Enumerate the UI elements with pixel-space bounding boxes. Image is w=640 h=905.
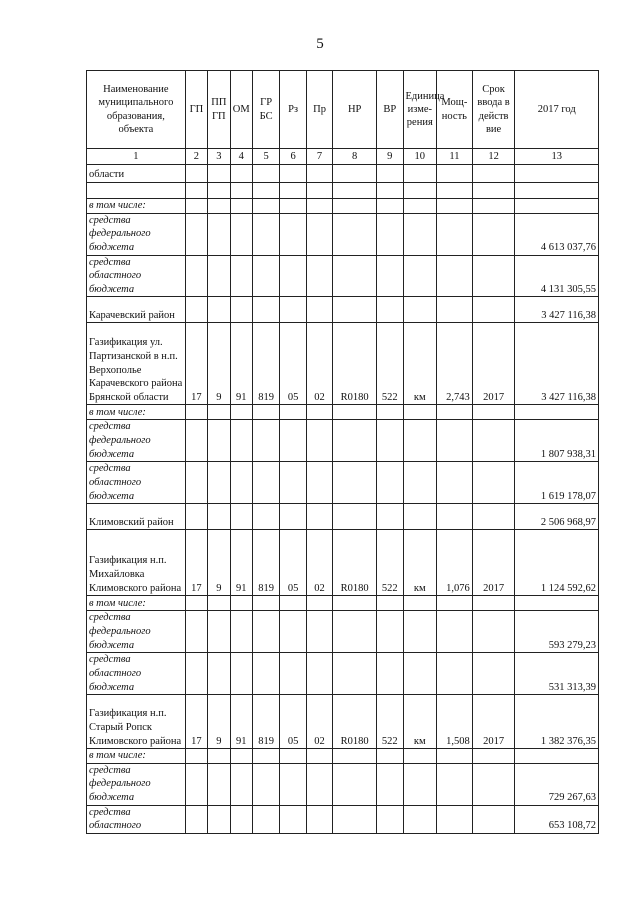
col-header-rz: Рз — [280, 71, 306, 149]
table-cell — [437, 504, 473, 530]
table-cell — [185, 462, 207, 504]
table-cell — [306, 165, 332, 183]
table-cell: 17 — [185, 323, 207, 405]
table-cell: R0180 — [333, 323, 377, 405]
row-name-cell: средства федерального бюджета — [87, 420, 186, 462]
table-cell — [437, 405, 473, 420]
table-cell: 91 — [230, 695, 252, 749]
row-name-cell: в том числе: — [87, 596, 186, 611]
amount-cell: 1 619 178,07 — [515, 462, 599, 504]
table-cell — [252, 297, 279, 323]
table-cell — [280, 183, 306, 199]
table-cell: 522 — [377, 695, 403, 749]
table-cell — [230, 462, 252, 504]
table-cell — [280, 611, 306, 653]
table-cell — [185, 653, 207, 695]
table-cell — [333, 763, 377, 805]
table-cell — [208, 199, 230, 214]
table-cell — [185, 213, 207, 255]
table-cell — [208, 255, 230, 297]
column-number: 9 — [377, 149, 403, 165]
row-name-cell: средства федерального бюджета — [87, 763, 186, 805]
table-cell — [437, 297, 473, 323]
table-row — [87, 596, 599, 611]
table-cell: 819 — [252, 323, 279, 405]
column-number: 8 — [333, 149, 377, 165]
table-cell — [333, 611, 377, 653]
budget-table — [86, 70, 599, 834]
amount-cell: 531 313,39 — [515, 653, 599, 695]
table-cell — [377, 611, 403, 653]
table-row — [87, 504, 599, 530]
amount-cell — [515, 183, 599, 199]
row-name-cell: области — [87, 165, 186, 183]
table-cell — [185, 199, 207, 214]
row-name-cell: в том числе: — [87, 749, 186, 764]
table-cell: 1,508 — [437, 695, 473, 749]
amount-cell: 1 124 592,62 — [515, 530, 599, 596]
table-cell — [472, 596, 515, 611]
table-cell — [472, 420, 515, 462]
amount-cell: 1 807 938,31 — [515, 420, 599, 462]
table-cell — [333, 653, 377, 695]
table-cell — [185, 297, 207, 323]
table-cell — [280, 199, 306, 214]
table-cell — [252, 405, 279, 420]
col-header-grbs: ГР БС — [252, 71, 279, 149]
column-number: 11 — [437, 149, 473, 165]
table-cell — [377, 165, 403, 183]
table-row — [87, 255, 599, 297]
column-number: 12 — [472, 149, 515, 165]
table-cell — [252, 596, 279, 611]
table-cell — [472, 805, 515, 833]
table-cell — [252, 165, 279, 183]
table-cell — [472, 255, 515, 297]
table-cell — [208, 805, 230, 833]
table-cell — [280, 749, 306, 764]
table-cell: 9 — [208, 695, 230, 749]
table-cell — [437, 805, 473, 833]
table-cell — [280, 763, 306, 805]
table-row — [87, 653, 599, 695]
table-cell — [403, 462, 437, 504]
table-cell: 91 — [230, 323, 252, 405]
table-cell — [472, 199, 515, 214]
table-cell — [252, 749, 279, 764]
table-cell — [306, 405, 332, 420]
table-cell — [403, 504, 437, 530]
table-cell — [472, 297, 515, 323]
table-cell: 819 — [252, 695, 279, 749]
table-row — [87, 213, 599, 255]
column-number-row — [87, 149, 599, 165]
amount-cell — [515, 405, 599, 420]
row-name-cell: Карачевский район — [87, 297, 186, 323]
table-cell — [208, 405, 230, 420]
table-cell — [437, 749, 473, 764]
table-cell — [252, 199, 279, 214]
table-cell — [306, 504, 332, 530]
table-cell — [403, 596, 437, 611]
table-cell — [472, 405, 515, 420]
table-cell: 05 — [280, 695, 306, 749]
table-cell — [185, 504, 207, 530]
table-cell — [403, 611, 437, 653]
table-cell — [252, 183, 279, 199]
table-cell — [403, 255, 437, 297]
table-cell — [437, 255, 473, 297]
table-cell — [230, 405, 252, 420]
table-cell — [185, 763, 207, 805]
table-cell — [377, 297, 403, 323]
table-cell — [185, 165, 207, 183]
amount-cell — [515, 199, 599, 214]
table-cell — [280, 653, 306, 695]
amount-cell: 1 382 376,35 — [515, 695, 599, 749]
table-cell — [280, 297, 306, 323]
table-cell — [333, 420, 377, 462]
table-cell — [280, 213, 306, 255]
amount-cell: 2 506 968,97 — [515, 504, 599, 530]
table-cell — [333, 183, 377, 199]
col-header-pr: Пр — [306, 71, 332, 149]
table-cell — [403, 183, 437, 199]
table-cell: 1,076 — [437, 530, 473, 596]
table-row — [87, 183, 599, 199]
table-cell: 2017 — [472, 530, 515, 596]
column-number: 6 — [280, 149, 306, 165]
amount-cell: 3 427 116,38 — [515, 323, 599, 405]
table-cell — [280, 504, 306, 530]
table-row — [87, 763, 599, 805]
table-row — [87, 297, 599, 323]
table-cell — [403, 805, 437, 833]
amount-cell: 729 267,63 — [515, 763, 599, 805]
table-cell — [377, 199, 403, 214]
table-cell — [306, 653, 332, 695]
table-cell — [472, 611, 515, 653]
table-cell: 05 — [280, 323, 306, 405]
table-cell — [252, 462, 279, 504]
table-cell — [403, 405, 437, 420]
amount-cell: 653 108,72 — [515, 805, 599, 833]
table-cell — [252, 213, 279, 255]
table-cell — [403, 297, 437, 323]
col-header-2017: 2017 год — [515, 71, 599, 149]
table-cell — [306, 199, 332, 214]
table-cell — [333, 749, 377, 764]
row-name-cell: средства областного бюджета — [87, 653, 186, 695]
table-cell — [230, 297, 252, 323]
table-cell — [185, 596, 207, 611]
table-cell — [185, 405, 207, 420]
table-cell: км — [403, 530, 437, 596]
table-cell — [208, 749, 230, 764]
table-cell — [377, 255, 403, 297]
table-cell: км — [403, 695, 437, 749]
header-row — [87, 71, 599, 149]
table-cell: 2,743 — [437, 323, 473, 405]
table-cell — [208, 611, 230, 653]
table-cell — [437, 199, 473, 214]
table-cell — [230, 596, 252, 611]
table-cell — [230, 420, 252, 462]
table-cell — [333, 213, 377, 255]
table-cell: 2017 — [472, 323, 515, 405]
table-cell: 9 — [208, 530, 230, 596]
table-cell — [437, 462, 473, 504]
table-cell — [306, 749, 332, 764]
table-cell — [252, 805, 279, 833]
table-cell — [333, 199, 377, 214]
table-cell — [230, 763, 252, 805]
table-cell: 2017 — [472, 695, 515, 749]
table-cell: 9 — [208, 323, 230, 405]
table-cell — [252, 420, 279, 462]
table-cell — [252, 763, 279, 805]
table-cell — [437, 420, 473, 462]
column-number: 10 — [403, 149, 437, 165]
table-cell — [377, 462, 403, 504]
table-cell — [306, 213, 332, 255]
row-name-cell: средства областного бюджета — [87, 462, 186, 504]
table-cell — [472, 462, 515, 504]
table-cell — [185, 183, 207, 199]
row-name-cell: в том числе: — [87, 405, 186, 420]
table-cell: 91 — [230, 530, 252, 596]
table-cell — [377, 653, 403, 695]
amount-cell — [515, 749, 599, 764]
table-cell — [280, 255, 306, 297]
table-cell — [280, 596, 306, 611]
table-cell — [306, 462, 332, 504]
table-cell — [230, 165, 252, 183]
row-name-cell: Газификация ул. Партизанской в н.п. Верхополье Карачевского района Брянской области — [87, 323, 186, 405]
table-cell — [230, 183, 252, 199]
table-cell — [333, 462, 377, 504]
col-header-name: Наименование муниципального образования, объекта — [87, 71, 186, 149]
table-cell — [230, 805, 252, 833]
table-cell — [333, 596, 377, 611]
amount-cell: 593 279,23 — [515, 611, 599, 653]
table-cell — [437, 653, 473, 695]
table-cell: R0180 — [333, 695, 377, 749]
row-name-cell: средства федерального бюджета — [87, 213, 186, 255]
table-cell — [437, 763, 473, 805]
table-cell — [377, 596, 403, 611]
col-header-ppgp: ПП ГП — [208, 71, 230, 149]
row-name-cell: Газификация н.п. Старый Ропск Климовского района — [87, 695, 186, 749]
table-cell — [333, 165, 377, 183]
table-cell — [403, 199, 437, 214]
table-cell — [437, 611, 473, 653]
table-cell — [280, 420, 306, 462]
table-cell — [280, 805, 306, 833]
table-cell — [252, 653, 279, 695]
table-cell — [185, 749, 207, 764]
table-cell — [230, 749, 252, 764]
col-header-commissioning: Срок ввода в действ вие — [472, 71, 515, 149]
table-row — [87, 805, 599, 833]
table-cell — [208, 420, 230, 462]
table-cell — [208, 462, 230, 504]
column-number: 5 — [252, 149, 279, 165]
table-cell — [208, 504, 230, 530]
column-number: 13 — [515, 149, 599, 165]
table-cell — [333, 504, 377, 530]
table-cell: R0180 — [333, 530, 377, 596]
table-cell — [230, 653, 252, 695]
table-cell — [306, 763, 332, 805]
col-header-vr: ВР — [377, 71, 403, 149]
table-cell — [230, 199, 252, 214]
table-cell — [208, 596, 230, 611]
table-cell — [472, 763, 515, 805]
table-cell — [437, 183, 473, 199]
row-name-cell: средства областного бюджета — [87, 255, 186, 297]
table-cell — [377, 504, 403, 530]
table-cell — [437, 213, 473, 255]
column-number: 1 — [87, 149, 186, 165]
table-cell — [333, 805, 377, 833]
table-cell: 02 — [306, 323, 332, 405]
table-cell — [208, 165, 230, 183]
table-cell: 02 — [306, 695, 332, 749]
table-cell: 05 — [280, 530, 306, 596]
table-cell: 17 — [185, 530, 207, 596]
table-cell — [306, 297, 332, 323]
table-cell — [306, 420, 332, 462]
table-cell — [208, 653, 230, 695]
table-row — [87, 405, 599, 420]
table-row — [87, 695, 599, 749]
row-name-cell: в том числе: — [87, 199, 186, 214]
table-cell — [306, 255, 332, 297]
table-cell — [472, 504, 515, 530]
amount-cell — [515, 165, 599, 183]
table-cell — [472, 183, 515, 199]
row-name-cell: Газификация н.п. Михайловка Климовского района — [87, 530, 186, 596]
table-cell — [230, 611, 252, 653]
table-cell — [280, 405, 306, 420]
table-cell — [403, 420, 437, 462]
table-cell — [377, 805, 403, 833]
table-cell: 17 — [185, 695, 207, 749]
table-cell — [280, 462, 306, 504]
table-cell — [306, 596, 332, 611]
table-row — [87, 199, 599, 214]
amount-cell: 4 131 305,55 — [515, 255, 599, 297]
table-cell — [472, 213, 515, 255]
amount-cell: 3 427 116,38 — [515, 297, 599, 323]
table-cell — [252, 611, 279, 653]
table-cell: 522 — [377, 323, 403, 405]
table-cell — [252, 504, 279, 530]
table-cell — [208, 213, 230, 255]
page-number: 5 — [316, 36, 324, 52]
row-name-cell — [87, 183, 186, 199]
table-cell — [472, 165, 515, 183]
table-cell — [377, 213, 403, 255]
table-cell — [472, 653, 515, 695]
table-row — [87, 420, 599, 462]
col-header-nr: НР — [333, 71, 377, 149]
table-cell — [208, 763, 230, 805]
table-cell — [403, 213, 437, 255]
table-cell — [377, 763, 403, 805]
col-header-capacity: Мощ-ность — [437, 71, 473, 149]
table-row — [87, 749, 599, 764]
col-header-unit: Единица изме-рения — [403, 71, 437, 149]
table-cell: 522 — [377, 530, 403, 596]
table-row — [87, 530, 599, 596]
table-cell — [185, 420, 207, 462]
column-number: 3 — [208, 149, 230, 165]
table-cell — [185, 805, 207, 833]
table-cell: км — [403, 323, 437, 405]
table-cell — [252, 255, 279, 297]
table-cell — [306, 611, 332, 653]
table-cell — [377, 183, 403, 199]
column-number: 2 — [185, 149, 207, 165]
table-cell — [185, 255, 207, 297]
table-cell — [403, 763, 437, 805]
table-cell — [403, 749, 437, 764]
table-cell — [403, 165, 437, 183]
table-cell — [472, 749, 515, 764]
table-cell — [333, 405, 377, 420]
table-cell — [333, 255, 377, 297]
table-cell — [306, 183, 332, 199]
table-cell — [230, 504, 252, 530]
amount-cell: 4 613 037,76 — [515, 213, 599, 255]
table-cell — [208, 183, 230, 199]
table-cell — [230, 213, 252, 255]
table-row — [87, 462, 599, 504]
table-cell — [437, 596, 473, 611]
table-cell — [230, 255, 252, 297]
table-row — [87, 165, 599, 183]
column-number: 7 — [306, 149, 332, 165]
column-number: 4 — [230, 149, 252, 165]
table-cell — [208, 297, 230, 323]
table-cell — [437, 165, 473, 183]
amount-cell — [515, 596, 599, 611]
row-name-cell: средства областного — [87, 805, 186, 833]
table-cell: 02 — [306, 530, 332, 596]
col-header-om: ОМ — [230, 71, 252, 149]
row-name-cell: Климовский район — [87, 504, 186, 530]
table-row — [87, 611, 599, 653]
table-cell — [306, 805, 332, 833]
table-cell: 819 — [252, 530, 279, 596]
table-cell — [377, 420, 403, 462]
table-cell — [280, 165, 306, 183]
table-cell — [403, 653, 437, 695]
table-row — [87, 323, 599, 405]
table-cell — [377, 405, 403, 420]
table-cell — [185, 611, 207, 653]
row-name-cell: средства федерального бюджета — [87, 611, 186, 653]
table-cell — [333, 297, 377, 323]
col-header-gp: ГП — [185, 71, 207, 149]
table-cell — [377, 749, 403, 764]
